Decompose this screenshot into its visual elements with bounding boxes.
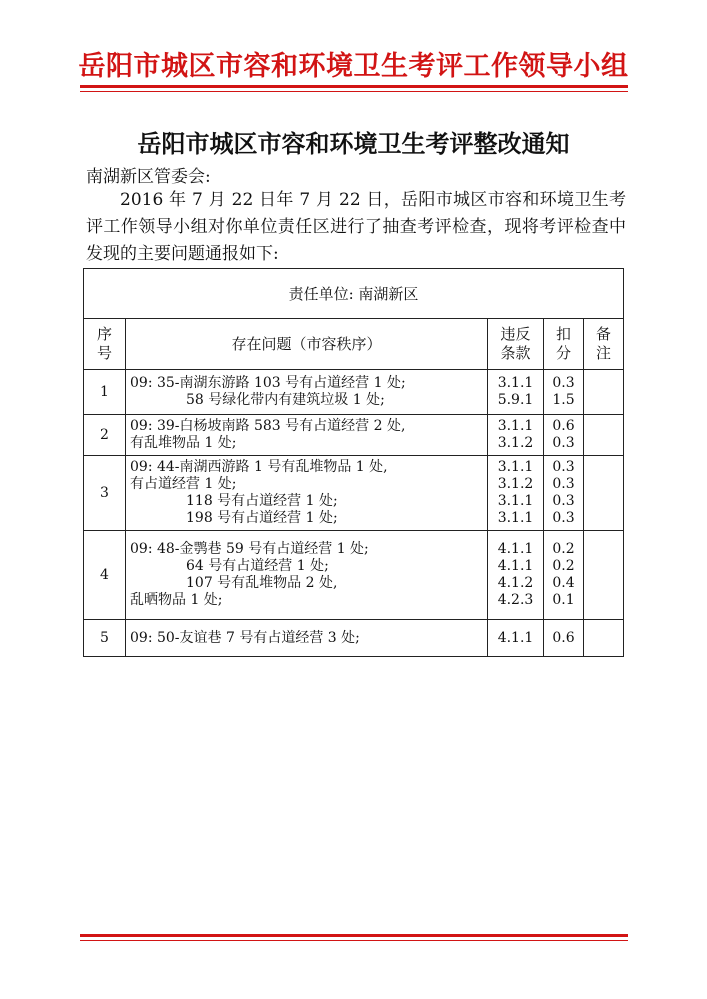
- row-no: 5: [84, 620, 126, 657]
- row-no: 1: [84, 370, 126, 415]
- row-clauses: [488, 456, 544, 531]
- clause-value: 3.1.1: [497, 375, 534, 391]
- issue-line: 09: 44-南湖西游路 1 号有乱堆物品 1 处,: [130, 459, 388, 475]
- issue-line: 有乱堆物品 1 处;: [130, 435, 237, 451]
- row-issues: [126, 456, 488, 531]
- row-note: [584, 415, 624, 456]
- table-row: [84, 620, 624, 657]
- header-no-label: 序号: [96, 325, 112, 362]
- body-paragraph: 2016 年 7 月 22 日年 7 月 22 日，岳阳市城区市容和环境卫生考评工作领导小组对你单位责任区进行了抽查考评检查，现将考评检查中发现的主要问题通报如下:: [86, 190, 626, 264]
- clause-value: 3.1.1: [497, 418, 534, 434]
- table-row: [84, 370, 624, 415]
- row-no: 4: [84, 531, 126, 620]
- clause-value: 3.1.1: [497, 493, 534, 509]
- score-value: 0.3: [552, 476, 575, 492]
- score-value: 0.3: [552, 435, 575, 451]
- issue-line: 58 号绿化带内有建筑垃圾 1 处;: [186, 392, 385, 408]
- header-score: [544, 319, 584, 370]
- clause-value: 4.2.3: [497, 592, 534, 608]
- addressee: 南湖新区管委会:: [86, 167, 211, 187]
- clause-value: 4.1.2: [497, 575, 534, 591]
- footer-rule-thick: [80, 934, 628, 937]
- header-clause: [488, 319, 544, 370]
- score-value: 0.1: [552, 592, 575, 608]
- responsible-unit: 责任单位: 南湖新区: [84, 269, 624, 319]
- issues-table: [83, 268, 624, 657]
- letterhead-rule-thin: [80, 91, 628, 92]
- document-title: 岳阳市城区市容和环境卫生考评整改通知: [137, 129, 570, 158]
- row-scores: [544, 415, 584, 456]
- row-scores: [544, 456, 584, 531]
- row-issues: [126, 370, 488, 415]
- issue-line: 09: 50-友谊巷 7 号有占道经营 3 处;: [130, 629, 360, 646]
- issue-line: 09: 35-南湖东游路 103 号有占道经营 1 处;: [130, 375, 406, 391]
- table-row: [84, 415, 624, 456]
- score-value: 0.3: [552, 375, 575, 391]
- row-issues: [126, 620, 488, 657]
- row-clauses: [488, 415, 544, 456]
- clause-value: 4.1.1: [497, 558, 534, 574]
- header-row: [84, 319, 624, 370]
- row-note: [584, 370, 624, 415]
- row-scores: [544, 370, 584, 415]
- clause-value: 3.1.2: [497, 435, 534, 451]
- issue-line: 乱晒物品 1 处;: [130, 592, 223, 608]
- score-value: 0.2: [552, 558, 575, 574]
- row-issues: [126, 415, 488, 456]
- table-row: [84, 531, 624, 620]
- table-row: [84, 456, 624, 531]
- row-scores: [544, 620, 584, 657]
- issue-line: 09: 48-金鹗巷 59 号有占道经营 1 处;: [130, 541, 369, 557]
- score-value: 0.3: [552, 493, 575, 509]
- header-note: [584, 319, 624, 370]
- row-clauses: [488, 370, 544, 415]
- row-issues: [126, 531, 488, 620]
- score-value: 0.2: [552, 541, 575, 557]
- footer-rule-thin: [80, 940, 628, 941]
- score-value: 0.4: [552, 575, 575, 591]
- clause-value: 3.1.1: [497, 510, 534, 526]
- issue-line: 有占道经营 1 处;: [130, 476, 237, 492]
- issue-line: 107 号有乱堆物品 2 处,: [186, 575, 338, 591]
- row-clauses: [488, 620, 544, 657]
- letterhead-rule-thick: [80, 85, 628, 88]
- score-value: 0.3: [552, 459, 575, 475]
- letterhead-title: 岳阳市城区市容和环境卫生考评工作领导小组: [78, 51, 629, 82]
- row-no: 2: [84, 415, 126, 456]
- row-note: [584, 531, 624, 620]
- issue-line: 118 号有占道经营 1 处;: [186, 493, 338, 509]
- clause-value: 5.9.1: [497, 392, 534, 408]
- clause-value: 3.1.1: [497, 459, 534, 475]
- row-note: [584, 456, 624, 531]
- header-score-label: 扣分: [555, 325, 571, 362]
- row-note: [584, 620, 624, 657]
- issue-line: 64 号有占道经营 1 处;: [186, 558, 329, 574]
- row-no: 3: [84, 456, 126, 531]
- header-no: [84, 319, 126, 370]
- issue-line: 198 号有占道经营 1 处;: [186, 510, 338, 526]
- issue-line: 09: 39-白杨坡南路 583 号有占道经营 2 处,: [130, 418, 406, 434]
- score-value: 0.6: [552, 418, 575, 434]
- score-value: 0.3: [552, 510, 575, 526]
- header-clause-label: 违反条款: [500, 325, 531, 362]
- header-issue: 存在问题（市容秩序）: [126, 319, 488, 370]
- score-value: 0.6: [552, 629, 575, 646]
- row-scores: [544, 531, 584, 620]
- clause-value: 4.1.1: [497, 629, 534, 646]
- clause-value: 4.1.1: [497, 541, 534, 557]
- header-note-label: 备注: [596, 325, 612, 362]
- score-value: 1.5: [552, 392, 575, 408]
- row-clauses: [488, 531, 544, 620]
- clause-value: 3.1.2: [497, 476, 534, 492]
- unit-row: [84, 269, 624, 319]
